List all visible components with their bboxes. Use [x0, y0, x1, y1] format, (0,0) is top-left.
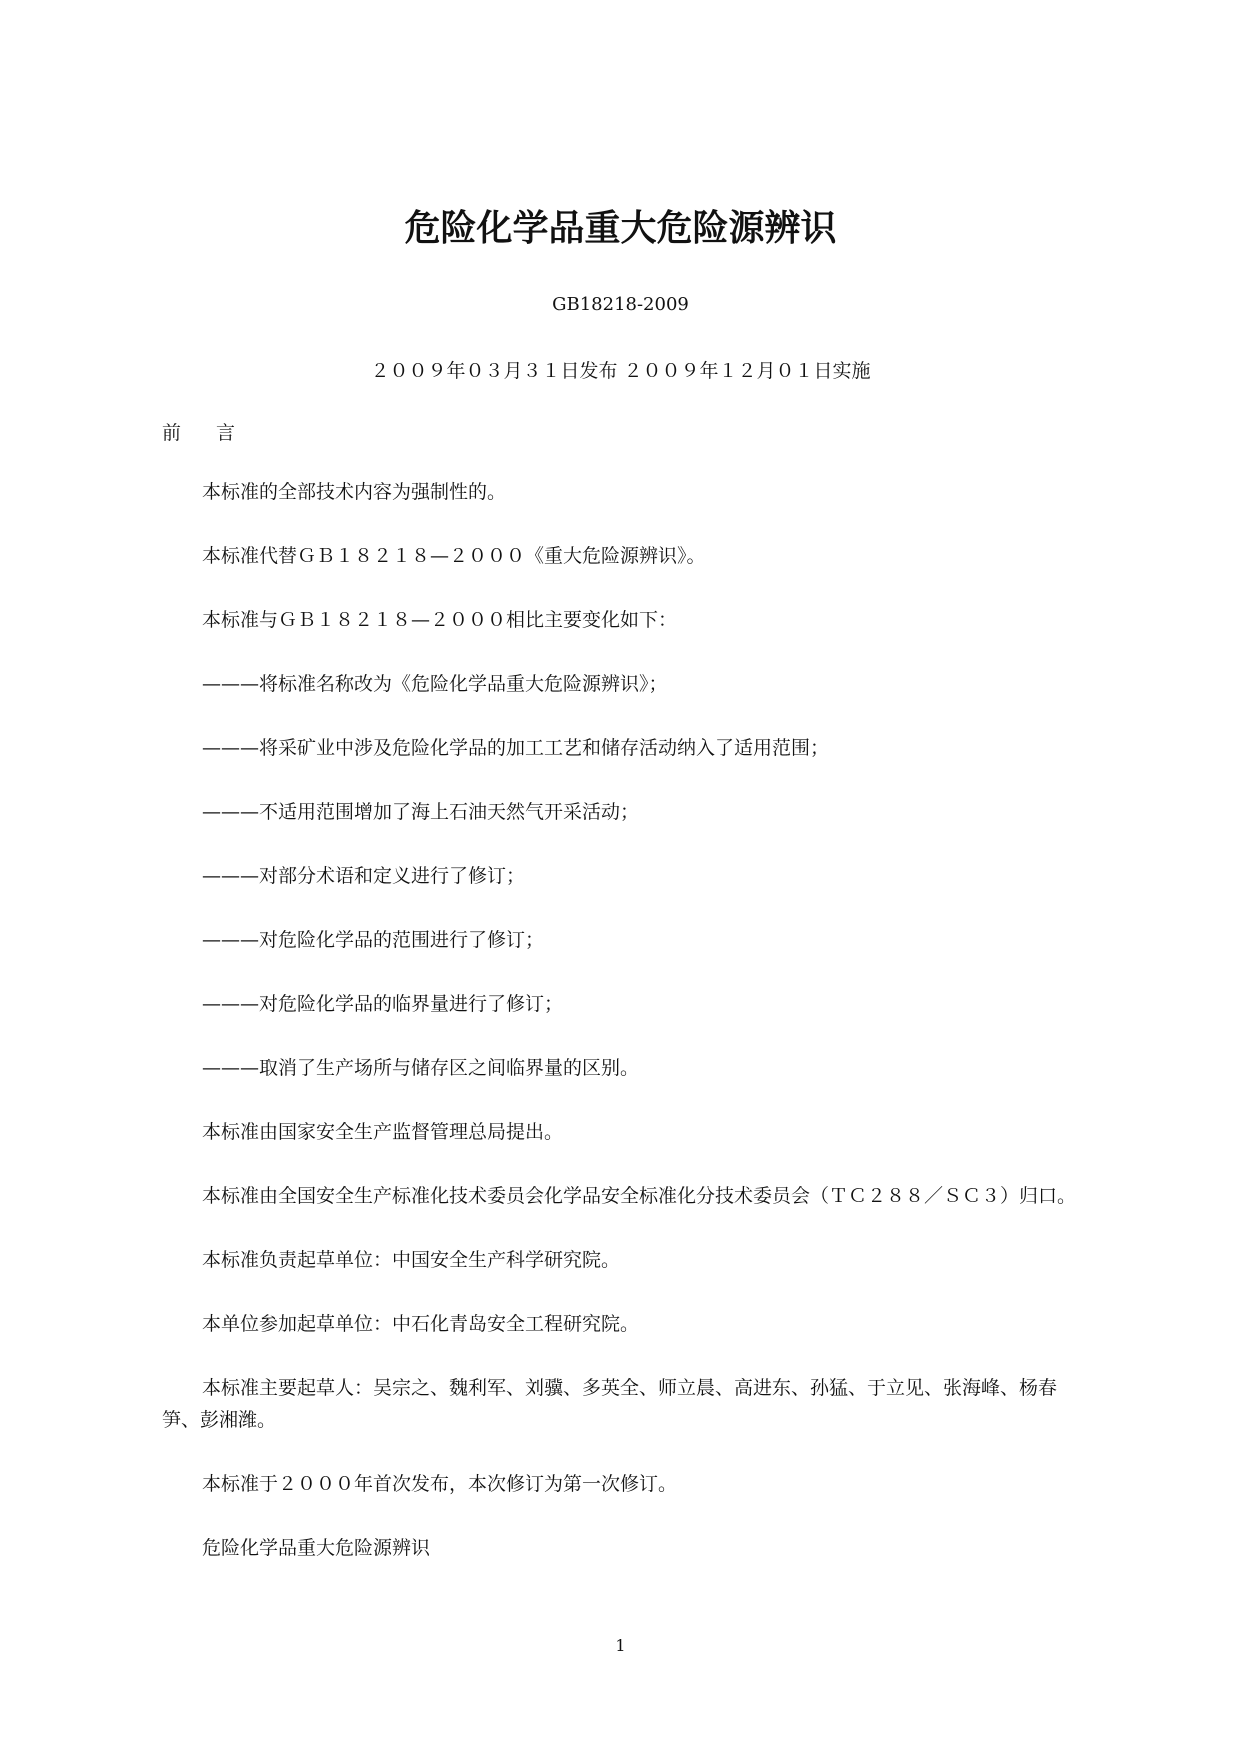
paragraph: 本单位参加起草单位：中石化青岛安全工程研究院。 [202, 1313, 640, 1335]
paragraph: 本标准由全国安全生产标准化技术委员会化学品安全标准化分技术委员会（ＴＣ２８８／ＳＣ３）归口。 [202, 1185, 1077, 1207]
change-list-item: ———对部分术语和定义进行了修订； [202, 865, 526, 887]
standard-code: GB18218-2009 [552, 294, 689, 315]
change-list-item: ———将采矿业中涉及危险化学品的加工工艺和储存活动纳入了适用范围； [202, 737, 830, 759]
change-list-item: ———取消了生产场所与储存区之间临界量的区别。 [202, 1057, 640, 1079]
change-list-item: ———对危险化学品的临界量进行了修订； [202, 993, 564, 1015]
publish-dates: ２００９年０３月３１日发布 ２００９年１２月０１日实施 [370, 360, 871, 382]
section-title: 危险化学品重大危险源辨识 [202, 1537, 431, 1559]
page-number: 1 [615, 1636, 626, 1655]
document-title: 危险化学品重大危险源辨识 [404, 208, 837, 249]
paragraph: 本标准主要起草人：吴宗之、魏利军、刘骥、多英全、师立晨、高进东、孙猛、于立见、张海峰、杨春笋、彭湘潍。 [162, 1377, 1058, 1431]
change-list-item: ———将标准名称改为《危险化学品重大危险源辨识》； [202, 673, 668, 695]
paragraph: 本标准由国家安全生产监督管理总局提出。 [202, 1121, 564, 1143]
paragraph: 本标准于２０００年首次发布，本次修订为第一次修订。 [202, 1473, 678, 1495]
change-list-item: ———对危险化学品的范围进行了修订； [202, 929, 545, 951]
document-body [162, 476, 1082, 1596]
paragraph: 本标准与ＧＢ１８２１８—２０００相比主要变化如下： [202, 609, 678, 631]
paragraph: 本标准的全部技术内容为强制性的。 [202, 481, 507, 503]
paragraph: 本标准负责起草单位：中国安全生产科学研究院。 [202, 1249, 621, 1271]
paragraph: 本标准代替ＧＢ１８２１８—２０００《重大危险源辨识》。 [202, 545, 706, 567]
preface-heading: 前言 [162, 422, 271, 444]
change-list-item: ———不适用范围增加了海上石油天然气开采活动； [202, 801, 640, 823]
